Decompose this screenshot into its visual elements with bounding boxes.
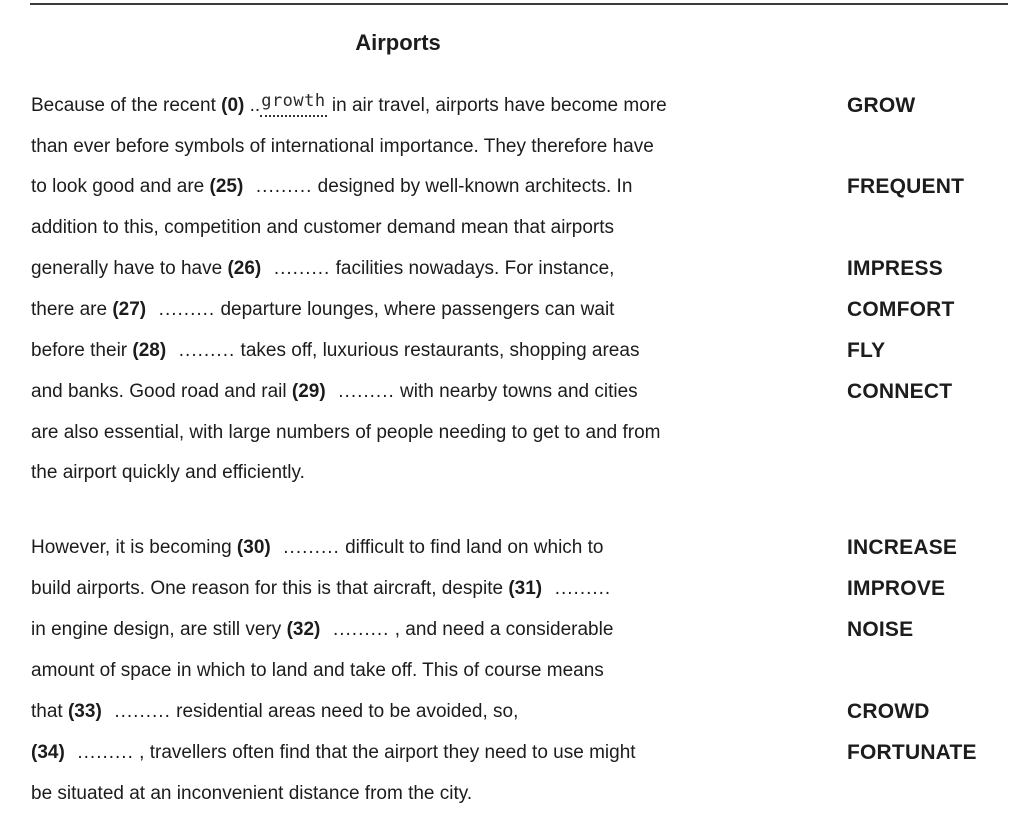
- handwritten-answer: growth: [261, 91, 326, 111]
- line-text: , travellers often find that the airport they need to use might: [133, 742, 636, 763]
- answer-gap-25[interactable]: .........: [243, 176, 313, 197]
- question-number-29: (29): [291, 381, 326, 402]
- line-text: in engine design, are still very: [31, 619, 287, 640]
- dots-prefix: ..: [249, 95, 261, 116]
- line-text: be situated at an inconvenient distance from the city.: [31, 783, 473, 804]
- line-text: designed by well-known architects. In: [312, 176, 633, 197]
- line-text: in air travel, airports have become more: [326, 95, 667, 116]
- line-text: there are: [31, 299, 113, 320]
- text-line: [31, 533, 604, 563]
- text-line: [31, 779, 472, 809]
- question-number-30: (30): [236, 537, 271, 558]
- stem-word-noise: NOISE: [847, 618, 914, 641]
- stem-word-frequent: FREQUENT: [847, 175, 965, 198]
- page-title: Airports: [355, 30, 441, 55]
- text-line: [31, 738, 636, 768]
- stem-word-impress: IMPRESS: [847, 257, 943, 280]
- answer-gap-29[interactable]: .........: [325, 381, 395, 402]
- stem-word-comfort: COMFORT: [847, 298, 955, 321]
- text-line: [31, 615, 613, 645]
- text-line: [31, 132, 654, 162]
- question-number-32: (32): [286, 619, 321, 640]
- line-text: to look good and are: [31, 176, 210, 197]
- line-text: departure lounges, where passengers can wait: [215, 299, 615, 320]
- answer-gap-31[interactable]: .........: [542, 578, 612, 599]
- answer-gap-27[interactable]: .........: [146, 299, 216, 320]
- line-text: generally have to have: [31, 258, 228, 279]
- answer-gap-0: [260, 91, 326, 117]
- question-number-0: (0): [221, 95, 245, 116]
- line-text: and banks. Good road and rail: [31, 381, 292, 402]
- line-text: addition to this, competition and customer demand mean that airports: [31, 217, 614, 238]
- text-line: [31, 172, 632, 202]
- line-text: before their: [31, 340, 133, 361]
- question-number-34: (34): [31, 742, 65, 763]
- line-text: facilities nowadays. For instance,: [330, 258, 615, 279]
- question-number-31: (31): [508, 578, 543, 599]
- answer-gap-30[interactable]: .........: [270, 537, 340, 558]
- top-rule: [30, 3, 1008, 5]
- answer-gap-34[interactable]: .........: [64, 742, 134, 763]
- stem-word-fortunate: FORTUNATE: [847, 741, 977, 764]
- text-line: [31, 418, 661, 448]
- stem-word-grow: GROW: [847, 94, 916, 117]
- stem-word-increase: INCREASE: [847, 536, 958, 559]
- answer-gap-33[interactable]: .........: [101, 701, 171, 722]
- line-text: than ever before symbols of international importance. They therefore have: [31, 136, 654, 157]
- answer-gap-26[interactable]: .........: [261, 258, 331, 279]
- question-number-27: (27): [112, 299, 147, 320]
- stem-word-connect: CONNECT: [847, 380, 953, 403]
- line-text: the airport quickly and efficiently.: [31, 462, 305, 483]
- question-number-33: (33): [67, 701, 102, 722]
- text-line-example: [31, 91, 667, 121]
- text-line: [31, 377, 638, 407]
- line-text: residential areas need to be avoided, so,: [170, 701, 519, 722]
- answer-gap-28[interactable]: .........: [166, 340, 236, 361]
- stem-word-crowd: CROWD: [847, 700, 930, 723]
- text-line: [31, 574, 611, 604]
- text-line: [31, 458, 305, 488]
- answer-gap-32[interactable]: .........: [320, 619, 390, 640]
- line-text: that: [31, 701, 68, 722]
- line-text: takes off, luxurious restaurants, shopping areas: [235, 340, 640, 361]
- line-text: build airports. One reason for this is that aircraft, despite: [31, 578, 509, 599]
- text-line: [31, 656, 604, 686]
- stem-word-improve: IMPROVE: [847, 577, 946, 600]
- line-text: Because of the recent: [31, 95, 222, 116]
- question-number-28: (28): [132, 340, 167, 361]
- text-line: [31, 254, 614, 284]
- line-text: with nearby towns and cities: [394, 381, 638, 402]
- line-text: difficult to find land on which to: [339, 537, 604, 558]
- text-line: [31, 213, 614, 243]
- line-text: However, it is becoming: [31, 537, 237, 558]
- stem-word-fly: FLY: [847, 339, 886, 362]
- line-text: are also essential, with large numbers of people needing to get to and from: [31, 422, 661, 443]
- question-number-26: (26): [227, 258, 262, 279]
- line-text: amount of space in which to land and take off. This of course means: [31, 660, 604, 681]
- question-number-25: (25): [209, 176, 244, 197]
- text-line: [31, 295, 614, 325]
- text-line: [31, 336, 639, 366]
- line-text: , and need a considerable: [389, 619, 614, 640]
- text-line: [31, 697, 518, 727]
